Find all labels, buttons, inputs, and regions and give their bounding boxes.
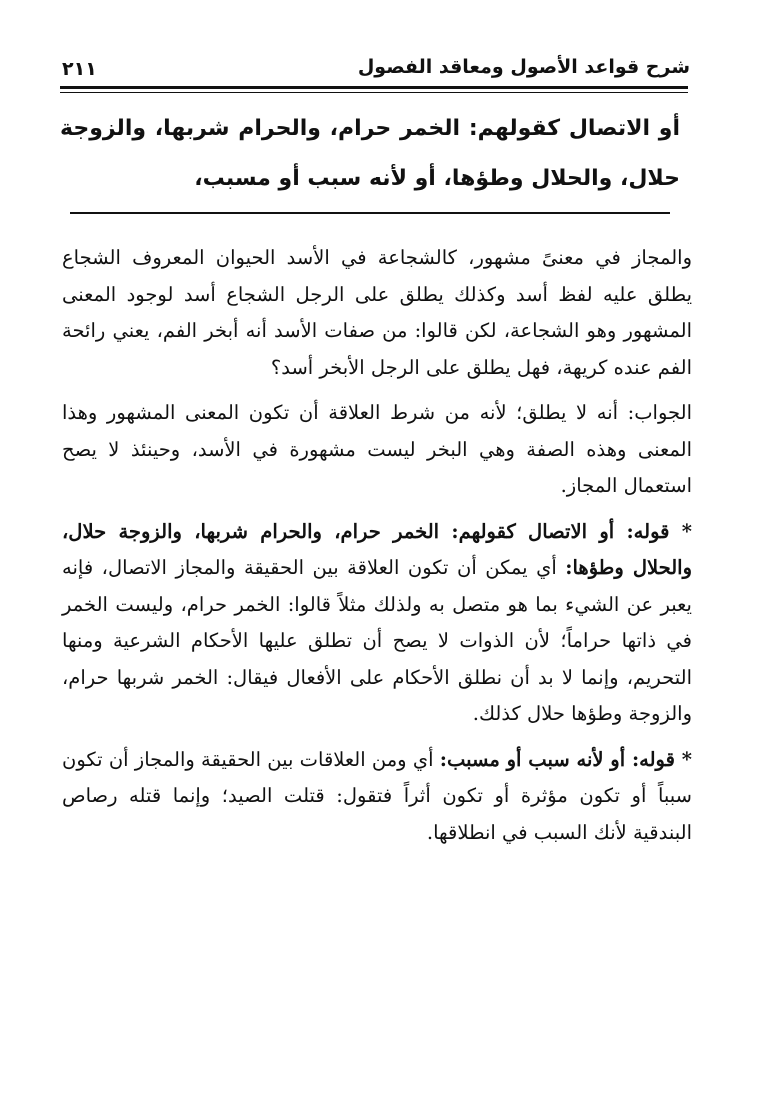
paragraph-text: أي يمكن أن تكون العلاقة بين الحقيقة والمجاز الاتصال، فإنه يعبر عن الشيء بما هو متصل به ولذلك مثلاً قالوا: الخمر حرام، وليست الخمر في ذاتها حراماً؛ لأن الذوات لا يصح أن تطلق عليها الأحكام الشرعية ومنها التحريم، وإنما لا بد أن نطلق الأحكام على الأفعال فيقال: الخمر شربها حرام، والزوجة وطؤها حلال كذلك. [62,556,692,725]
quoted-lemma: قوله: أو لأنه سبب أو مسبب: [439,747,675,771]
paragraph [62,742,692,852]
book-title: شرح قواعد الأصول ومعاقد الفصول [357,56,690,78]
paragraph-text: والمجاز في معنىً مشهور، كالشجاعة في الأسد الحيوان المعروف الشجاع يطلق عليه لفظ أسد وكذلك يطلق على الرجل الشجاع أسد لوجود المعنى المشهور وهو الشجاعة، لكن قالوا: من صفات الأسد أنه أبخر الفم، يعني رائحة الفم عنده كريهة، فهل يطلق على الرجل الأبخر أسد؟ [62,246,692,379]
asterisk-marker: * [669,519,692,543]
commentary-body [62,240,692,860]
paragraph [62,240,692,386]
matn-text: أو الاتصال كقولهم: الخمر حرام، والحرام شربها، والزوجة حلال، والحلال وطؤها، أو لأنه سبب أو مسبب، [60,116,680,191]
header-rule [60,86,688,89]
asterisk-marker: * [674,747,692,771]
paragraph-text: الجواب: أنه لا يطلق؛ لأنه من شرط العلاقة أن تكون المعنى المشهور وهذا المعنى وهذه الصفة وهي البخر ليست مشهورة في الأسد، وحينئذ لا يصح استعمال المجاز. [62,401,692,497]
header-rule-thin [60,92,688,93]
paragraph [62,514,692,733]
matn-divider [70,212,670,214]
page-number: ٢١١ [62,58,97,80]
paragraph-text: أي ومن العلاقات بين الحقيقة والمجاز أن تكون سبباً أو تكون مؤثرة أو تكون أثراً فتقول: قتلت الصيد؛ وإنما قتله رصاص البندقية لأنك السبب في انطلاقها. [62,747,692,844]
quoted-lemma: قوله: أو الاتصال كقولهم: الخمر حرام، والحرام شربها، والزوجة حلال، والحلال وطؤها: [62,519,693,579]
paragraph [62,395,692,505]
